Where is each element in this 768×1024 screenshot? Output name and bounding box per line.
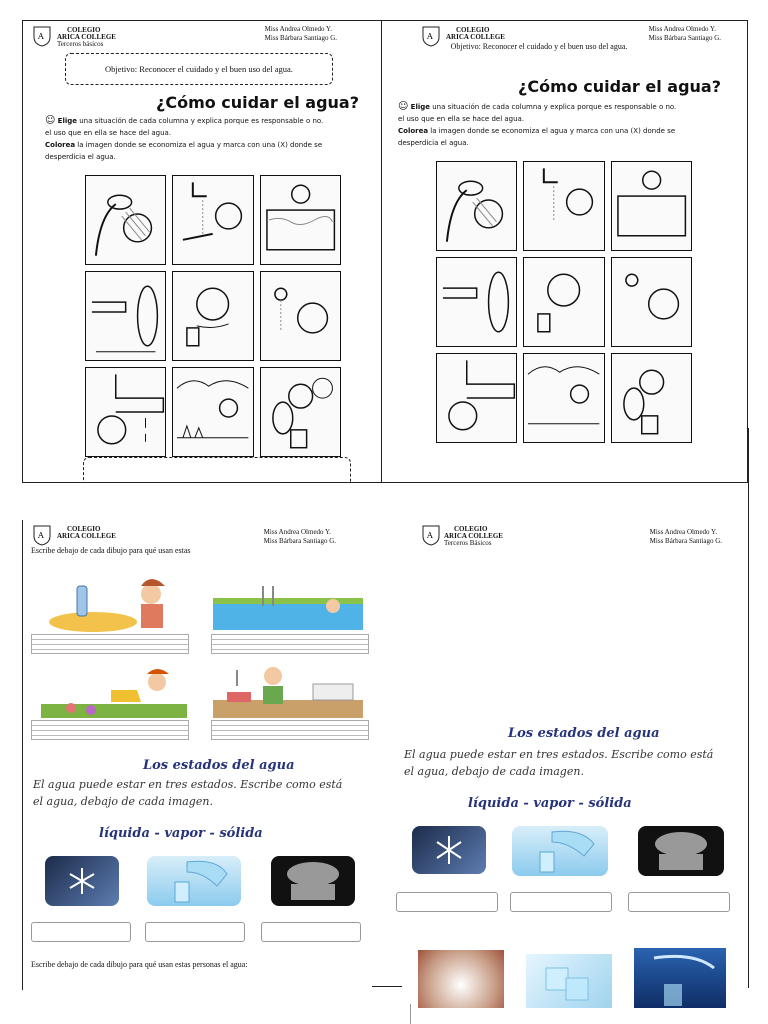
page-title: ¿Cómo cuidar el agua? bbox=[156, 93, 359, 112]
school-name: COLEGIO ARICA COLLEGE Terceros Básicos bbox=[444, 525, 503, 547]
picture-bathtub[interactable] bbox=[260, 175, 341, 265]
coloring-grid bbox=[85, 175, 341, 457]
school-crest-icon bbox=[33, 524, 51, 546]
picture-watering-garden[interactable] bbox=[172, 367, 253, 457]
estados-words: líquida - vapor - sólida bbox=[468, 796, 632, 811]
estados-text: El agua puede estar en tres estados. Escribe como está el agua, debajo de cada imagen. bbox=[404, 748, 714, 778]
answer-lines[interactable] bbox=[211, 634, 369, 654]
estados-words: líquida - vapor - sólida bbox=[99, 826, 263, 841]
cut-mark bbox=[410, 1004, 411, 1024]
picture-washing-dishes bbox=[213, 660, 363, 718]
picture-tap-child[interactable] bbox=[611, 257, 692, 347]
teacher-names: Miss Andrea Olmedo Y. Miss Bárbara Santiago G. bbox=[649, 528, 722, 545]
picture-drinking-glass[interactable] bbox=[523, 257, 604, 347]
photo-ice-cubes bbox=[526, 954, 612, 1008]
picture-drinking-glass[interactable] bbox=[172, 271, 253, 361]
photo-pouring-water bbox=[512, 826, 608, 876]
photo-steam bbox=[418, 950, 504, 1008]
answer-box-solid[interactable] bbox=[396, 892, 498, 912]
answer-box-liquid[interactable] bbox=[145, 922, 245, 942]
school-crest-icon bbox=[422, 25, 440, 47]
page-edge-line bbox=[748, 428, 749, 988]
coloring-grid bbox=[436, 161, 692, 443]
estados-title: Los estados del agua bbox=[143, 758, 295, 773]
page-title: ¿Cómo cuidar el agua? bbox=[518, 77, 721, 96]
picture-bucket-washing[interactable] bbox=[260, 367, 341, 457]
picture-tap-brushing[interactable] bbox=[172, 175, 253, 265]
smiley-icon: ☺ bbox=[45, 115, 56, 126]
picture-toilet[interactable] bbox=[85, 271, 166, 361]
photo-boiling-pot bbox=[638, 826, 724, 876]
estados-text: El agua puede estar en tres estados. Escribe como está el agua, debajo de cada imagen. bbox=[33, 778, 343, 808]
svg-text:A: A bbox=[38, 531, 44, 540]
instructions: ☺ Elige una situación de cada columna y explica porque es responsable o no. el uso que en ella se hace del agua. Colorea la imagen donde se economiza el agua y marca con una (X) donde se desperdicia el agua. bbox=[398, 101, 677, 147]
school-crest-icon bbox=[33, 25, 51, 47]
school-name: COLEGIO ARICA COLLEGE bbox=[57, 525, 116, 540]
school-crest-icon bbox=[422, 524, 440, 546]
photo-pouring-water bbox=[147, 856, 241, 906]
answer-box-solid[interactable] bbox=[31, 922, 131, 942]
objective-box: Objetivo: Reconocer el cuidado y el buen uso del agua. bbox=[65, 53, 333, 85]
estados-title: Los estados del agua bbox=[508, 726, 660, 741]
svg-text:A: A bbox=[427, 531, 433, 540]
school-name: COLEGIO ARICA COLLEGE Terceros básicos bbox=[57, 26, 116, 48]
svg-text:A: A bbox=[427, 32, 433, 41]
picture-tap-brushing[interactable] bbox=[523, 161, 604, 251]
photo-snowflake bbox=[45, 856, 119, 906]
picture-shower[interactable] bbox=[85, 175, 166, 265]
worksheet-page-3 bbox=[22, 520, 378, 990]
school-name: COLEGIO ARICA COLLEGE bbox=[446, 26, 505, 41]
picture-shower[interactable] bbox=[436, 161, 517, 251]
picture-bathtub[interactable] bbox=[611, 161, 692, 251]
answer-box-liquid[interactable] bbox=[510, 892, 612, 912]
objective-text: Objetivo: Reconocer el cuidado y el buen uso del agua. bbox=[450, 42, 628, 51]
picture-watering-plants bbox=[41, 666, 187, 718]
picture-watering-garden[interactable] bbox=[523, 353, 604, 443]
answer-lines[interactable] bbox=[31, 720, 189, 740]
photo-boiling-pot bbox=[271, 856, 355, 906]
section-heading: Escribe debajo de cada dibujo para qué usan estas bbox=[31, 546, 191, 555]
footer-instruction: Escribe debajo de cada dibujo para qué usan estas personas el agua: bbox=[31, 960, 248, 969]
page-header bbox=[382, 520, 748, 560]
teacher-names: Miss Andrea Olmedo Y. Miss Bárbara Santiago G. bbox=[263, 528, 336, 545]
photo-snowflake bbox=[412, 826, 486, 874]
picture-pool-swimming bbox=[213, 584, 363, 632]
picture-toilet[interactable] bbox=[436, 257, 517, 347]
answer-box-vapor[interactable] bbox=[261, 922, 361, 942]
picture-dripping-pipe[interactable] bbox=[85, 367, 166, 457]
instructions: ☺ Elige una situación de cada columna y explica porque es responsable o no. el uso que en ella se hace del agua. Colorea la imagen donde se economiza el agua y marca con una (X) donde se desperdicia el agua. bbox=[45, 115, 324, 161]
picture-bucket-washing[interactable] bbox=[611, 353, 692, 443]
cut-mark bbox=[372, 986, 402, 987]
answer-box-vapor[interactable] bbox=[628, 892, 730, 912]
answer-lines[interactable] bbox=[31, 634, 189, 654]
photo-water-glass bbox=[634, 948, 726, 1008]
picture-table-drinking bbox=[33, 572, 183, 634]
worksheet-page-2 bbox=[382, 20, 748, 483]
worksheet-page-1 bbox=[22, 20, 382, 483]
teacher-names: Miss Andrea Olmedo Y. Miss Bárbara Santiago G. bbox=[264, 25, 337, 42]
svg-text:A: A bbox=[38, 32, 44, 41]
answer-lines[interactable] bbox=[211, 720, 369, 740]
worksheet-page-4 bbox=[382, 520, 748, 1010]
picture-tap-child[interactable] bbox=[260, 271, 341, 361]
picture-dripping-pipe[interactable] bbox=[436, 353, 517, 443]
teacher-names: Miss Andrea Olmedo Y. Miss Bárbara Santiago G. bbox=[648, 25, 721, 42]
smiley-icon: ☺ bbox=[398, 101, 409, 112]
answer-box[interactable] bbox=[83, 457, 351, 483]
